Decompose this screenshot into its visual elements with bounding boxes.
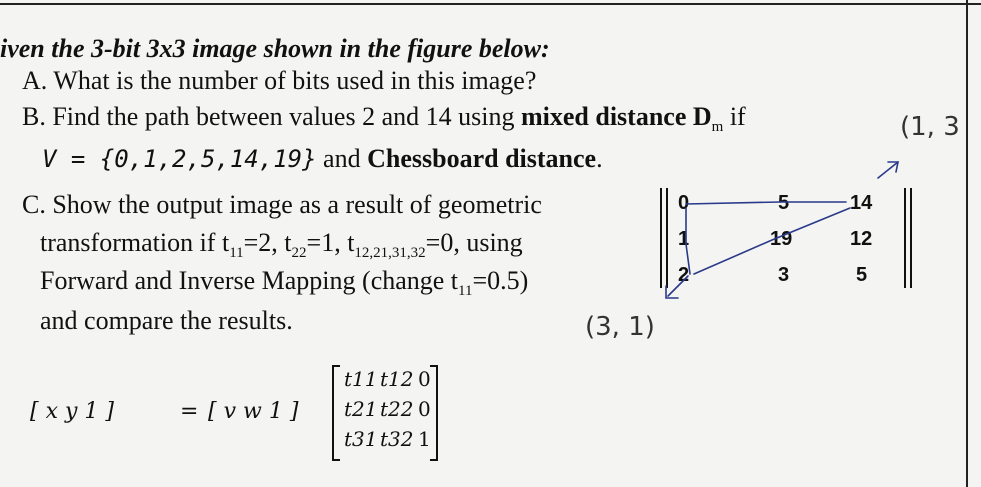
matrix-cell: 2 xyxy=(678,264,690,286)
matrix-cell: 5 xyxy=(856,264,868,286)
image-matrix-figure xyxy=(660,188,920,293)
top-border xyxy=(0,3,981,5)
part-c-line4: and compare the results. xyxy=(40,306,293,335)
path-stroke-top xyxy=(686,202,846,204)
handwritten-coord-bottom: (3, 1) xyxy=(585,312,655,342)
equation-input-vector: [ v w 1 ] xyxy=(208,399,299,424)
matrix-entry: t31 xyxy=(344,427,378,451)
matrix-cell: 19 xyxy=(770,228,793,250)
matrix-entry: 0 xyxy=(418,397,431,421)
part-a: A. What is the number of bits used in this image? xyxy=(22,66,537,95)
matrix-cell: 1 xyxy=(678,228,690,250)
arrow-stroke-top xyxy=(878,162,898,178)
matrix-entry: t11 xyxy=(344,367,378,391)
part-c-line1: C. Show the output image as a result of geometric xyxy=(22,190,542,219)
transformation-equation xyxy=(30,365,450,465)
part-b-line2: V = {0,1,2,5,14,19} and Chessboard distance. xyxy=(42,144,603,173)
matrix-entry: 0 xyxy=(418,367,431,391)
handwritten-coord-top: (1, 3 xyxy=(900,112,960,142)
handwritten-path-strokes xyxy=(660,188,920,313)
part-b-line1: B. Find the path between values 2 and 14 using mixed distance $D_m$ if xyxy=(22,102,746,136)
path-stroke-diagonal xyxy=(694,208,850,274)
equation-output-vector: [ x y 1 ] xyxy=(30,399,114,424)
matrix-cell: 5 xyxy=(778,192,790,214)
matrix-cell: 12 xyxy=(850,228,873,250)
path-stroke-left xyxy=(686,208,690,274)
matrix-entry: t12 xyxy=(380,367,414,391)
equation-equals-sign: = xyxy=(180,399,199,424)
matrix-entry: t32 xyxy=(380,427,414,451)
part-c-line3: Forward and Inverse Mapping (change $t_{11}=0.5$) xyxy=(40,266,529,300)
matrix-entry: t22 xyxy=(380,397,414,421)
matrix-entry: 1 xyxy=(418,427,431,451)
matrix-cell: 0 xyxy=(678,192,690,214)
part-c-line2: transformation if $t_{11}=2$, $t_{22}=1$, $t_{12,21,31,32}=0$, using xyxy=(40,228,523,262)
matrix-right-bracket xyxy=(430,365,438,461)
matrix-cell: 3 xyxy=(778,264,790,286)
matrix-cell: 14 xyxy=(850,192,873,214)
path-stroke-arrow xyxy=(668,276,688,296)
matrix-entry: t21 xyxy=(344,397,378,421)
question-heading: iven the 3-bit 3x3 image shown in the figure below: xyxy=(0,34,550,63)
right-border xyxy=(966,0,968,487)
matrix-left-bracket xyxy=(332,365,340,461)
